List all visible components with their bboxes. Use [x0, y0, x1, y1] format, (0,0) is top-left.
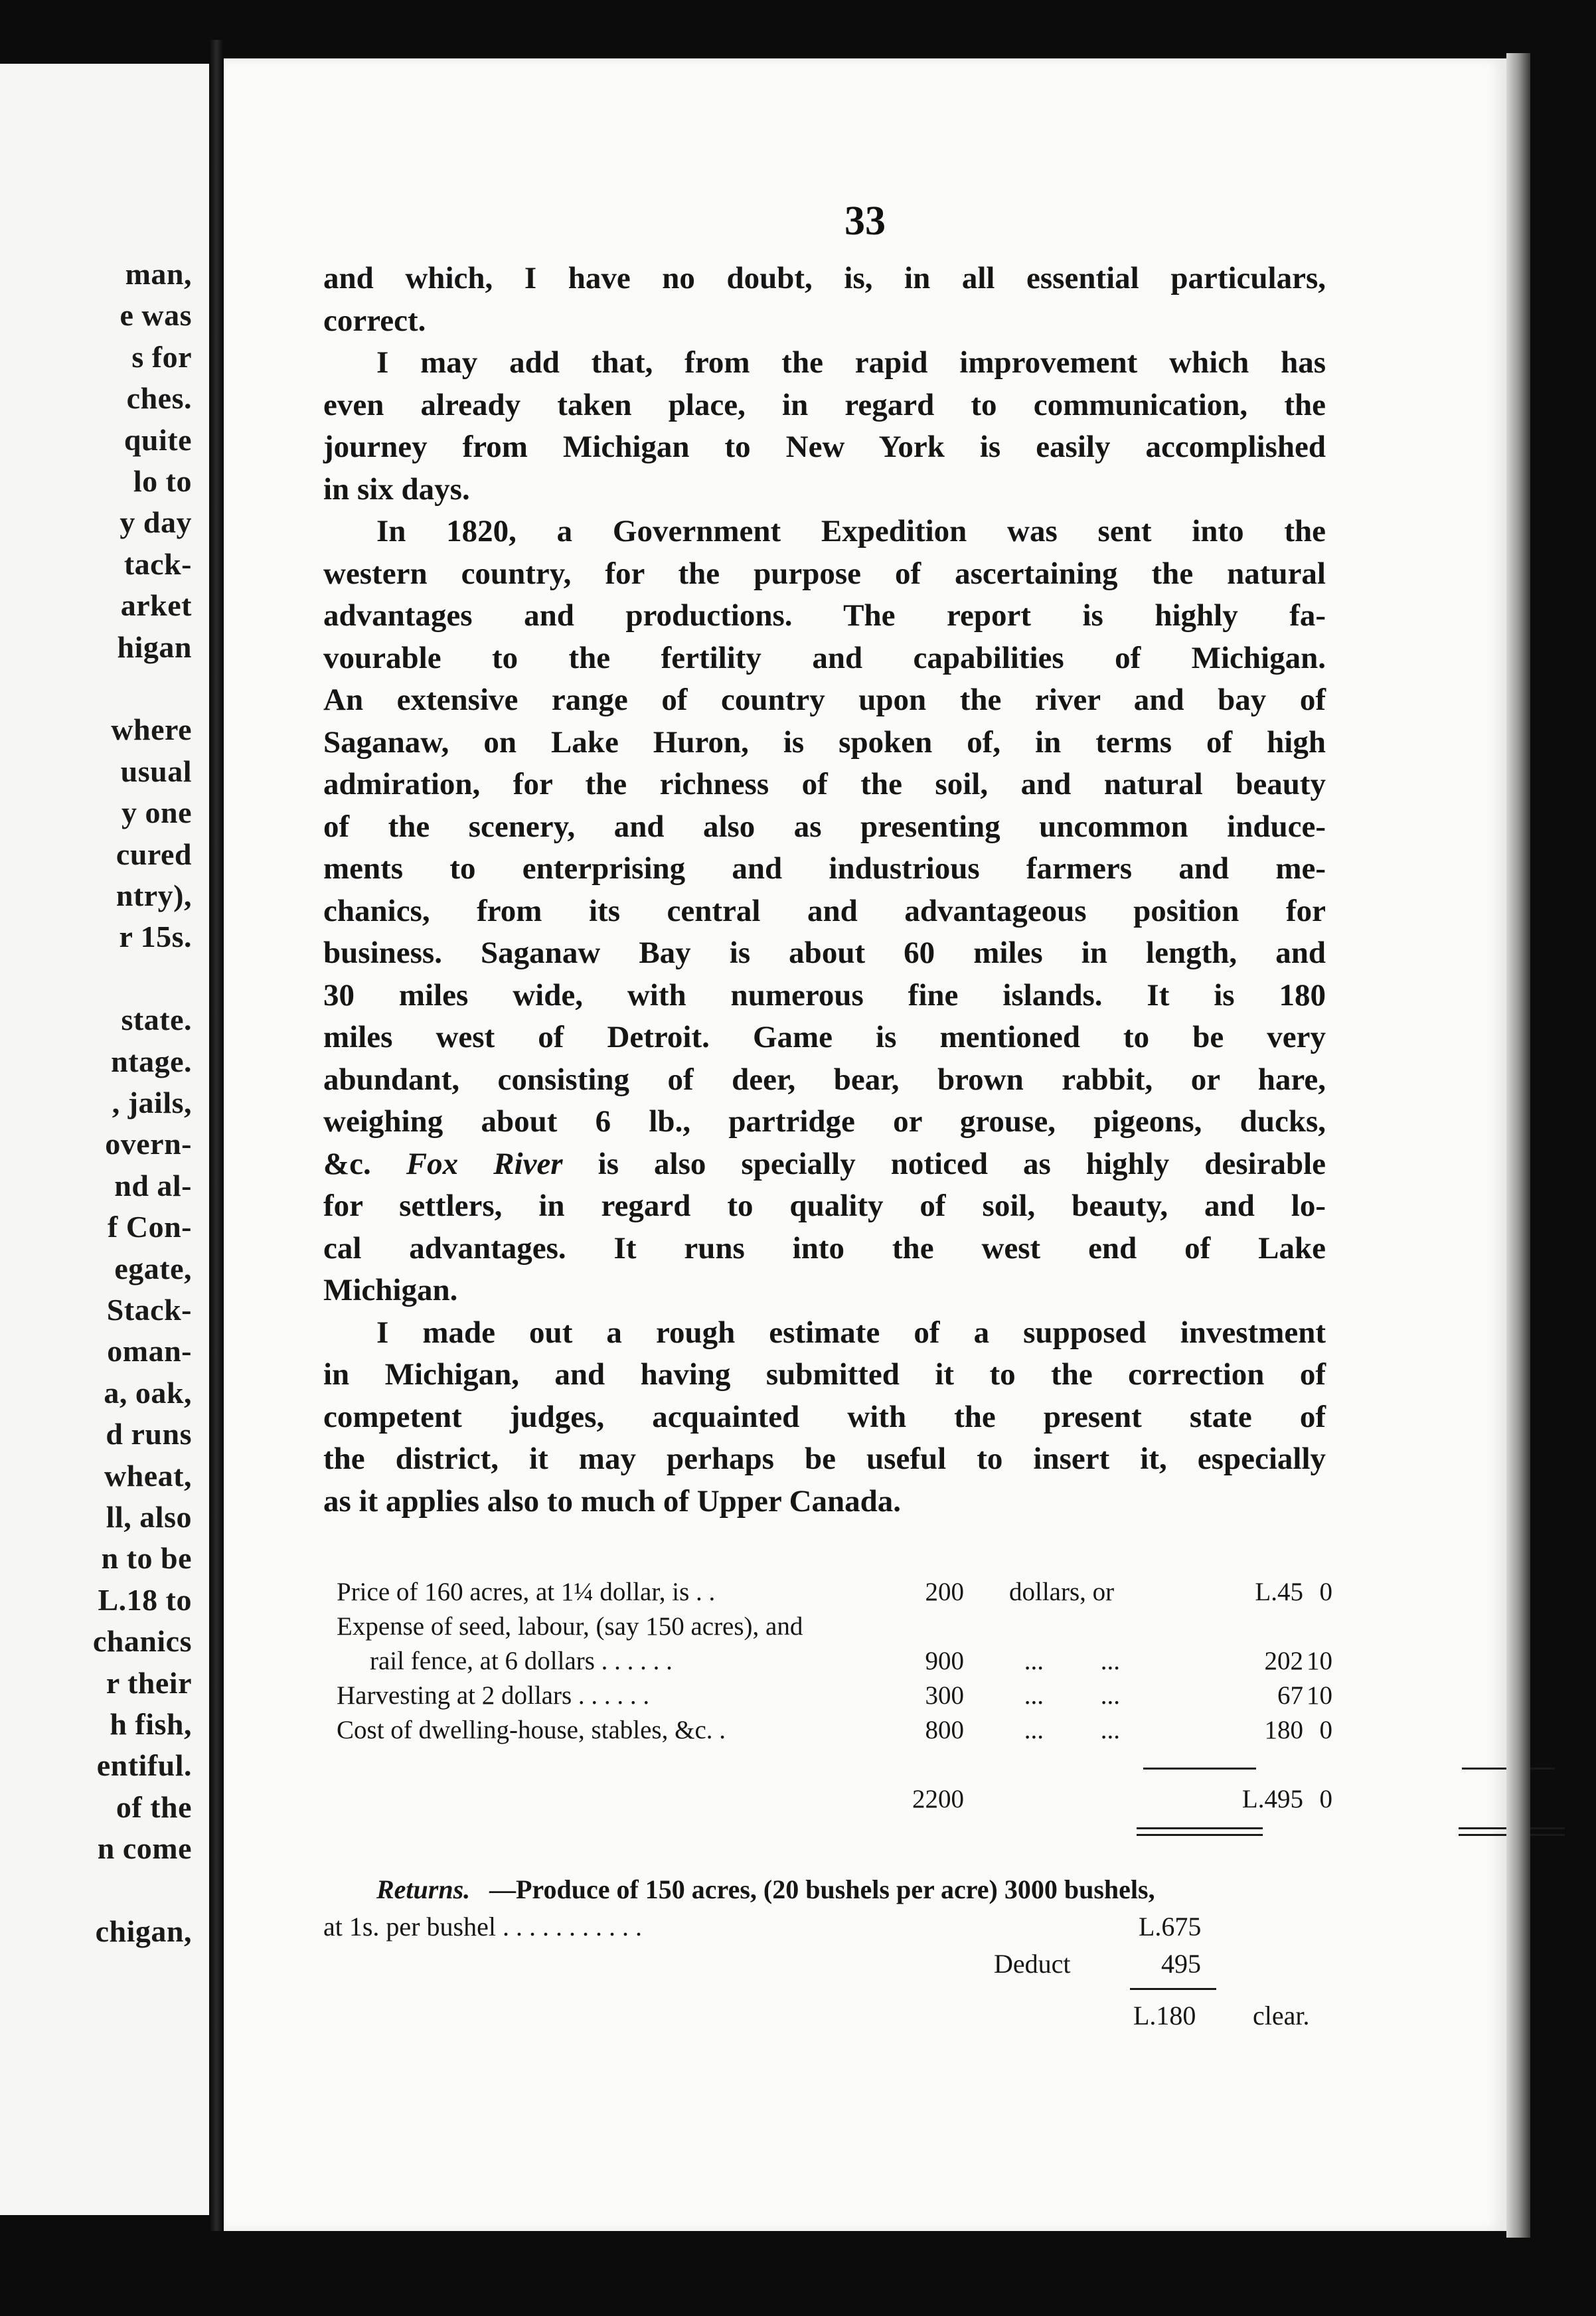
row-shillings: 0 [1319, 1578, 1332, 1606]
text-line: correct. [323, 303, 426, 338]
text-line: in Michigan, and having submitted it to the correction of [323, 1357, 1326, 1392]
total-shillings: 0 [1319, 1785, 1332, 1813]
previous-page-line: r 15s. [119, 920, 192, 954]
body-text [323, 258, 1326, 1523]
returns-label: Returns. [376, 1874, 471, 1904]
text-line: business. Saganaw Bay is about 60 miles in length, and [323, 936, 1326, 970]
returns-line [323, 1908, 1332, 1945]
text-line: for settlers, in regard to quality of soil, beauty, and lo- [323, 1189, 1326, 1223]
row-description: rail fence, at 6 dollars . . . . . . [370, 1647, 673, 1675]
text-line: miles west of Detroit. Game is mentioned to be very [323, 1020, 1326, 1054]
previous-page-line: y one [121, 795, 192, 830]
text-line: competent judges, acquainted with the present state of [323, 1399, 1326, 1434]
previous-page-line: ches. [126, 381, 192, 416]
previous-page-line: entiful. [96, 1748, 192, 1783]
previous-page-line: oman- [107, 1334, 192, 1368]
table-row [337, 1610, 1332, 1644]
table-row [337, 1644, 1332, 1679]
returns-text: at 1s. per bushel . . . . . . . . . . . [323, 1912, 642, 1942]
previous-page-line: arket [120, 588, 192, 623]
previous-page-line: chanics [92, 1624, 192, 1659]
previous-page-line: overn- [105, 1127, 192, 1161]
previous-page-line: n to be [101, 1541, 192, 1576]
row-leader-dots: ... [1024, 1647, 1044, 1675]
previous-page-line: L.18 to [98, 1582, 192, 1617]
paragraph-2 [323, 342, 1326, 511]
previous-page-line: usual [120, 754, 192, 788]
text-line: I made out a rough estimate of a supposed investment [376, 1315, 1326, 1350]
previous-page-line: man, [125, 257, 192, 291]
previous-page-line: tack- [123, 546, 192, 581]
returns-line [323, 1871, 1332, 1908]
row-pounds: 202 [1264, 1647, 1303, 1675]
paragraph-4 [323, 1312, 1326, 1523]
previous-page-line: state. [121, 1003, 192, 1037]
previous-page-line: a, oak, [104, 1375, 192, 1410]
previous-page-line: ntry), [116, 878, 192, 912]
previous-page-line: wheat, [104, 1458, 192, 1493]
net-label: clear. [1253, 2001, 1310, 2030]
previous-page-line: nd al- [114, 1168, 192, 1202]
previous-page-line: ntage. [111, 1044, 192, 1078]
previous-page-line: h fish, [110, 1707, 192, 1741]
previous-page-line: cured [116, 837, 192, 871]
row-separator: dollars, or [1009, 1578, 1115, 1606]
previous-page-line: higan [117, 629, 192, 664]
previous-page-line: s for [131, 339, 192, 374]
row-leader-dots: ... [1100, 1647, 1120, 1675]
row-description: Expense of seed, labour, (say 150 acres), and [337, 1612, 803, 1641]
table-total-row [337, 1782, 1332, 1817]
row-leader-dots: ... [1100, 1681, 1120, 1710]
net-amount: L.180 [1133, 2001, 1196, 2030]
text-line: advantages and productions. The report is highly fa- [323, 598, 1326, 633]
row-pounds: L.45 [1255, 1578, 1303, 1606]
previous-page-line: quite [123, 422, 192, 457]
text-line: vourable to the fertility and capabilities of Michigan. [323, 640, 1326, 675]
text-line: ments to enterprising and industrious farmers and me- [323, 851, 1326, 886]
row-dollars: 200 [925, 1578, 964, 1606]
text-line: western country, for the purpose of ascertaining the natural [323, 556, 1326, 591]
net-rule [1130, 1988, 1216, 1990]
page-number: 33 [844, 199, 886, 244]
text-line: admiration, for the richness of the soil, and natural beauty [323, 767, 1326, 801]
previous-page-line: y day [120, 505, 192, 540]
returns-section [323, 1871, 1332, 2034]
returns-text: —Produce of 150 acres, (20 bushels per acre) 3000 bushels, [489, 1874, 1155, 1904]
previous-page-line: n come [97, 1831, 192, 1866]
double-rule [1137, 1834, 1263, 1836]
row-shillings: 10 [1307, 1647, 1332, 1675]
row-description: Harvesting at 2 dollars . . . . . . [337, 1681, 650, 1710]
book-page [224, 58, 1506, 2231]
previous-page-line: f Con- [108, 1210, 192, 1244]
sum-rule [1143, 1768, 1256, 1770]
previous-page-fragment [0, 64, 209, 2215]
row-leader-dots: ... [1024, 1681, 1044, 1710]
paragraph-1 [323, 258, 1326, 342]
table-row [337, 1575, 1332, 1610]
row-dollars: 800 [925, 1716, 964, 1744]
returns-line [323, 1997, 1332, 2034]
page-edge [1506, 53, 1530, 2238]
row-shillings: 10 [1307, 1681, 1332, 1710]
text-line: of the scenery, and also as presenting uncommon induce- [323, 809, 1326, 844]
previous-page-line: of the [116, 1789, 192, 1824]
text-line: as it applies also to much of Upper Canada. [323, 1483, 902, 1519]
row-description: Price of 160 acres, at 1¼ dollar, is . . [337, 1578, 716, 1606]
text-line: journey from Michigan to New York is easily accomplished [323, 430, 1326, 464]
book-gutter [209, 40, 224, 2231]
text-line: even already taken place, in regard to communication, the [323, 387, 1326, 422]
deduct-amount: 495 [1161, 1949, 1201, 1979]
row-leader-dots: ... [1100, 1716, 1120, 1744]
text-line: An extensive range of country upon the river and bay of [323, 683, 1326, 717]
previous-page-line: ll, also [106, 1500, 192, 1534]
text-line: the district, it may perhaps be useful to insert it, especially [323, 1442, 1326, 1476]
row-shillings: 0 [1319, 1716, 1332, 1744]
italic-place-name: Fox River [406, 1146, 563, 1181]
text-line-fox-river [323, 1143, 1326, 1186]
returns-gross: L.675 [1139, 1912, 1202, 1942]
text-line: abundant, consisting of deer, bear, brown rabbit, or hare, [323, 1062, 1326, 1097]
previous-page-line: egate, [114, 1251, 192, 1285]
row-pounds: 67 [1277, 1681, 1303, 1710]
text-fragment: &c. [323, 1146, 406, 1181]
table-row [337, 1713, 1332, 1748]
row-description: Cost of dwelling-house, stables, &c. . [337, 1716, 726, 1744]
returns-line [323, 1945, 1332, 1983]
estimate-table [337, 1575, 1332, 1813]
total-pounds: L.495 [1241, 1785, 1303, 1813]
previous-page-line: where [111, 712, 192, 747]
table-row [337, 1679, 1332, 1713]
row-dollars: 900 [925, 1647, 964, 1675]
double-rule [1137, 1827, 1263, 1829]
text-line: weighing about 6 lb., partridge or grouse, pigeons, ducks, [323, 1104, 1326, 1139]
text-line: in six days. [323, 471, 470, 507]
text-line: Michigan. [323, 1273, 458, 1307]
total-dollars: 2200 [912, 1785, 964, 1813]
previous-page-line: Stack- [106, 1293, 192, 1327]
row-dollars: 300 [925, 1681, 964, 1710]
text-line: and which, I have no doubt, is, in all essential particulars, [323, 261, 1326, 295]
previous-page-line: , jails, [112, 1086, 192, 1119]
text-fragment: is also specially noticed as highly desirable [562, 1146, 1326, 1181]
text-line: 30 miles wide, with numerous fine islands. It is 180 [323, 977, 1326, 1013]
previous-page-line: chigan, [95, 1914, 192, 1948]
text-line: Saganaw, on Lake Huron, is spoken of, in terms of high [323, 724, 1326, 760]
previous-page-line: lo to [133, 464, 192, 498]
text-line: In 1820, a Government Expedition was sent into the [376, 514, 1326, 548]
row-pounds: 180 [1264, 1716, 1303, 1744]
text-line: cal advantages. It runs into the west end of Lake [323, 1230, 1326, 1266]
previous-page-line: r their [106, 1665, 192, 1700]
previous-page-line: e was [120, 298, 192, 333]
text-line: chanics, from its central and advantageous position for [323, 893, 1326, 928]
paragraph-3 [323, 511, 1326, 1312]
row-leader-dots: ... [1024, 1716, 1044, 1744]
previous-page-line: d runs [106, 1417, 192, 1451]
deduct-label: Deduct [994, 1949, 1071, 1979]
text-line: I may add that, from the rapid improvement which has [376, 345, 1326, 380]
